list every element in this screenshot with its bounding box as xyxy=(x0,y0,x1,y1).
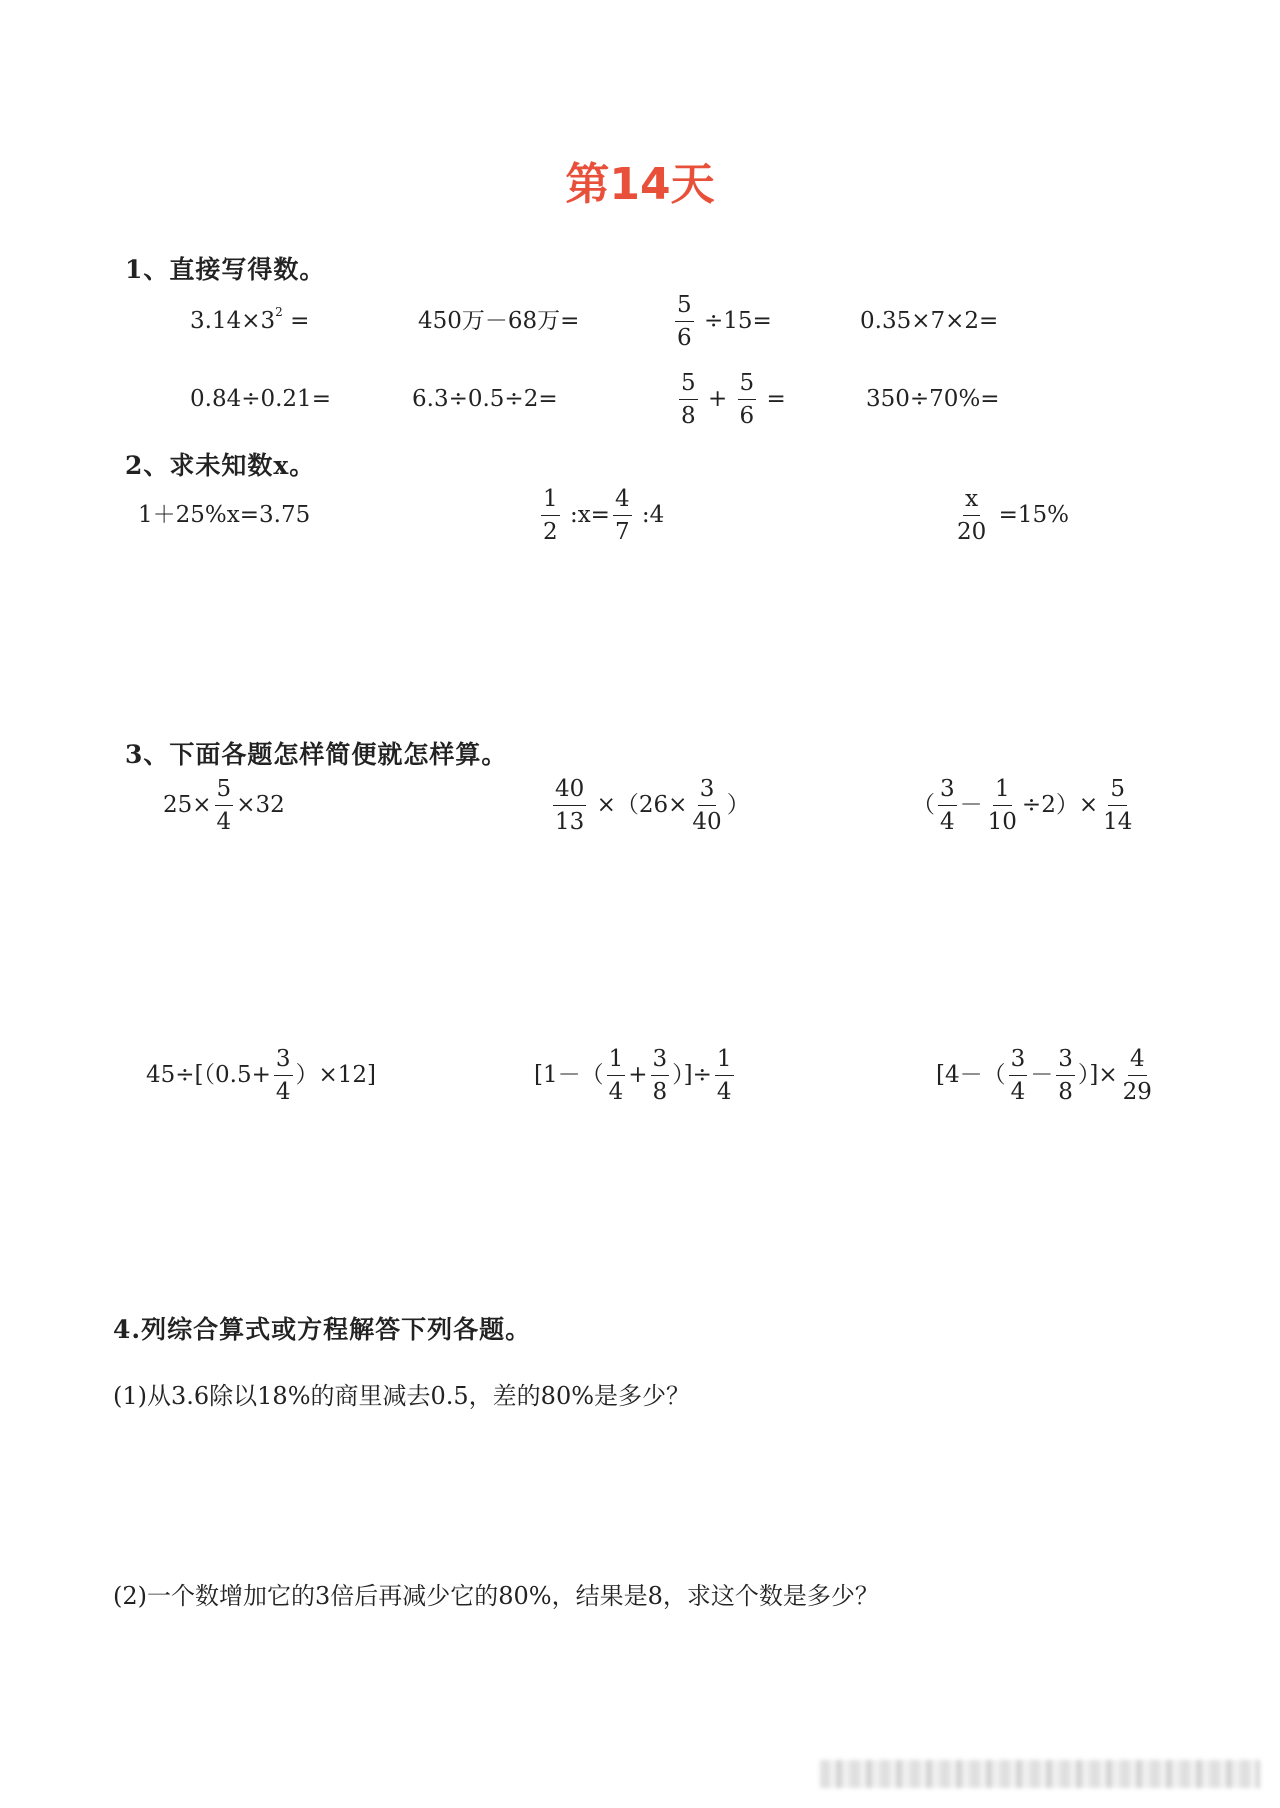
numerator: 1 xyxy=(607,1046,626,1076)
problem-3b xyxy=(550,776,750,836)
fraction xyxy=(986,776,1019,836)
word-problem-2: (2)一个数增加它的3倍后再减少它的80%，结果是8，求这个数是多少？ xyxy=(113,1582,879,1610)
numerator: 3 xyxy=(1056,1046,1075,1076)
numerator: 3 xyxy=(274,1046,293,1076)
numerator: 1 xyxy=(541,486,560,516)
denominator: 40 xyxy=(692,809,722,836)
fraction xyxy=(607,1046,626,1106)
problem-1c xyxy=(672,292,772,352)
expr-tail: = xyxy=(290,308,310,334)
problem-2b xyxy=(538,486,664,546)
problem-2a: 1＋25%x=3.75 xyxy=(138,502,311,528)
problem-3c xyxy=(912,776,1137,836)
denominator: 8 xyxy=(681,403,696,430)
problem-1g xyxy=(676,370,786,430)
denominator: 4 xyxy=(608,1079,624,1106)
fraction xyxy=(613,486,632,546)
fraction xyxy=(679,370,698,430)
problem-1a xyxy=(190,305,310,334)
numerator: 5 xyxy=(675,292,694,322)
numerator: 5 xyxy=(738,370,757,400)
numerator: 5 xyxy=(215,776,234,806)
operator: － xyxy=(959,791,983,818)
fraction xyxy=(690,776,723,836)
blurred-watermark xyxy=(820,1760,1260,1788)
expr-mid: ÷2）× xyxy=(1021,791,1099,818)
denominator: 20 xyxy=(957,519,987,546)
numerator: 3 xyxy=(698,776,717,806)
expr-pre: 45÷[（0.5+ xyxy=(146,1061,271,1088)
numerator: x xyxy=(963,486,980,516)
expr-tail: ÷15= xyxy=(703,307,772,334)
denominator: 4 xyxy=(275,1079,291,1106)
denominator: 14 xyxy=(1103,809,1133,836)
numerator: 3 xyxy=(651,1046,670,1076)
problem-3f xyxy=(936,1046,1157,1106)
problem-1f: 6.3÷0.5÷2= xyxy=(412,386,558,412)
fraction xyxy=(215,776,234,836)
problem-1d: 0.35×7×2= xyxy=(860,308,999,334)
denominator: 4 xyxy=(716,1079,732,1106)
expr-mid: ）]÷ xyxy=(672,1061,712,1088)
denominator: 6 xyxy=(739,403,755,430)
fraction xyxy=(1056,1046,1075,1106)
page-title: 第14天 xyxy=(565,159,715,210)
expr-pre: [4－（ xyxy=(936,1061,1006,1088)
operator: － xyxy=(1030,1061,1054,1088)
fraction xyxy=(651,1046,670,1106)
expr-tail: = xyxy=(766,385,786,412)
superscript: 2 xyxy=(275,305,283,319)
numerator: 5 xyxy=(679,370,698,400)
problem-3a xyxy=(163,776,285,836)
problem-2c xyxy=(952,486,1069,546)
expr-pre: [1－（ xyxy=(534,1061,604,1088)
expr-pre: （ xyxy=(912,791,935,818)
fraction xyxy=(675,292,694,352)
numerator: 1 xyxy=(715,1046,734,1076)
problem-3e xyxy=(534,1046,737,1106)
fraction xyxy=(715,1046,734,1106)
denominator: 8 xyxy=(1058,1079,1073,1106)
section-1-heading: 1、直接写得数。 xyxy=(125,255,326,284)
expr-tail: =15% xyxy=(998,501,1069,528)
denominator: 13 xyxy=(555,809,585,836)
denominator: 4 xyxy=(940,809,955,836)
expr-mid: :x= xyxy=(569,501,610,528)
numerator: 4 xyxy=(1128,1046,1147,1076)
fraction xyxy=(1121,1046,1154,1106)
fraction xyxy=(553,776,586,836)
fraction xyxy=(274,1046,293,1106)
numerator: 3 xyxy=(1009,1046,1028,1076)
numerator: 3 xyxy=(938,776,957,806)
expr-pre: 25× xyxy=(163,791,212,818)
expr-tail: ）×12] xyxy=(295,1061,377,1088)
problem-1h: 350÷70%= xyxy=(866,386,1000,412)
fraction xyxy=(1009,1046,1028,1106)
denominator: 4 xyxy=(216,809,232,836)
word-problem-1: (1)从3.6除以18%的商里减去0.5，差的80%是多少？ xyxy=(113,1382,691,1410)
section-4-heading: 4.列综合算式或方程解答下列各题。 xyxy=(113,1315,532,1344)
denominator: 8 xyxy=(652,1079,668,1106)
fraction xyxy=(955,486,988,546)
expr: 3.14×3 xyxy=(190,308,276,334)
operator: + xyxy=(707,385,728,412)
expr-tail: ×32 xyxy=(236,791,285,818)
expr-tail: ） xyxy=(726,791,750,818)
fraction xyxy=(938,776,957,836)
problem-3d xyxy=(146,1046,376,1106)
section-3-heading: 3、下面各题怎样简便就怎样算。 xyxy=(125,740,508,769)
denominator: 6 xyxy=(677,325,692,352)
operator: + xyxy=(628,1061,648,1088)
denominator: 2 xyxy=(543,519,558,546)
numerator: 1 xyxy=(993,776,1012,806)
expr-mid: ×（26× xyxy=(596,791,688,818)
numerator: 5 xyxy=(1108,776,1127,806)
numerator: 4 xyxy=(613,486,632,516)
problem-1e: 0.84÷0.21= xyxy=(190,386,331,412)
expr-tail: :4 xyxy=(641,501,665,528)
fraction xyxy=(738,370,757,430)
denominator: 10 xyxy=(987,809,1017,836)
section-2-heading: 2、求未知数x。 xyxy=(125,451,316,480)
denominator: 4 xyxy=(1010,1079,1026,1106)
fraction xyxy=(1101,776,1134,836)
expr-mid: ）]× xyxy=(1077,1061,1118,1088)
denominator: 7 xyxy=(614,519,630,546)
numerator: 40 xyxy=(553,776,586,806)
problem-1b: 450万－68万= xyxy=(418,308,580,334)
denominator: 29 xyxy=(1122,1079,1152,1106)
fraction xyxy=(541,486,560,546)
